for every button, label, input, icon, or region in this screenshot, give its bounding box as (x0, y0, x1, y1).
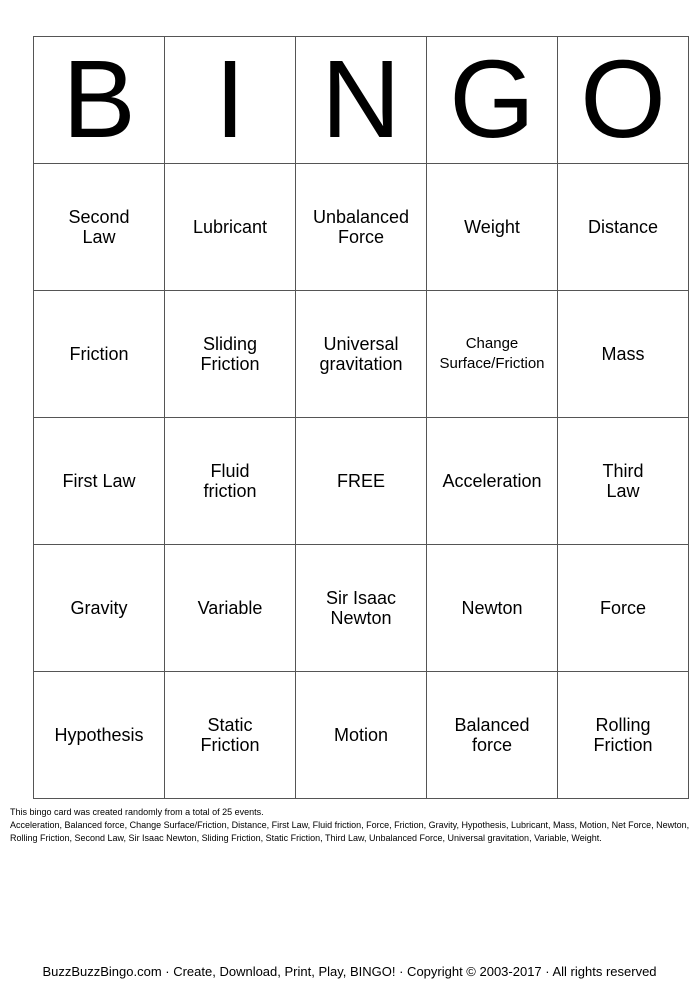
bingo-cell: Unbalanced Force (296, 164, 427, 291)
bingo-cell: Balanced force (427, 672, 558, 799)
bingo-cell: Sir Isaac Newton (296, 545, 427, 672)
bingo-cell: Lubricant (165, 164, 296, 291)
header-cell: G (427, 37, 558, 164)
bingo-row (34, 291, 689, 418)
bingo-cell: Mass (558, 291, 689, 418)
bingo-cell: Rolling Friction (558, 672, 689, 799)
bingo-row (34, 164, 689, 291)
bingo-cell: Acceleration (427, 418, 558, 545)
bingo-cell: Hypothesis (34, 672, 165, 799)
bingo-cell: Distance (558, 164, 689, 291)
bingo-cell: Change Surface/Friction (427, 291, 558, 418)
bingo-cell: First Law (34, 418, 165, 545)
header-cell: N (296, 37, 427, 164)
header-cell: O (558, 37, 689, 164)
bingo-cell: Newton (427, 545, 558, 672)
bingo-cell: Gravity (34, 545, 165, 672)
bingo-cell: Static Friction (165, 672, 296, 799)
note-intro: This bingo card was created randomly from a total of 25 events. (10, 807, 264, 817)
bingo-cell: Weight (427, 164, 558, 291)
bingo-cell: Universal gravitation (296, 291, 427, 418)
header-cell: I (165, 37, 296, 164)
bingo-cell: Fluid friction (165, 418, 296, 545)
bingo-row (34, 672, 689, 799)
header-row (34, 37, 689, 164)
footer: BuzzBuzzBingo.com · Create, Download, Print, Play, BINGO! · Copyright © 2003-2017 · All rights reserved (42, 964, 657, 979)
bingo-cell: Third Law (558, 418, 689, 545)
bingo-cell: Variable (165, 545, 296, 672)
bingo-card (33, 36, 689, 799)
bingo-cell: Motion (296, 672, 427, 799)
event-list-note (10, 806, 690, 845)
bingo-cell: Second Law (34, 164, 165, 291)
bingo-cell: Sliding Friction (165, 291, 296, 418)
bingo-row (34, 545, 689, 672)
free-cell: FREE (296, 418, 427, 545)
note-events: Acceleration, Balanced force, Change Surface/Friction, Distance, First Law, Fluid friction, Force, Friction, Gravity, Hypothesis, Lubricant, Mass, Motion, Net Force, Newton, Rolling Friction, Second Law, Sir Isaac Newton, Sliding Friction, Static Friction, Third Law, Unbalanced Force, Universal gravitation, Variable, Weight. (10, 820, 690, 843)
bingo-cell: Friction (34, 291, 165, 418)
header-cell: B (34, 37, 165, 164)
bingo-cell: Force (558, 545, 689, 672)
bingo-row (34, 418, 689, 545)
